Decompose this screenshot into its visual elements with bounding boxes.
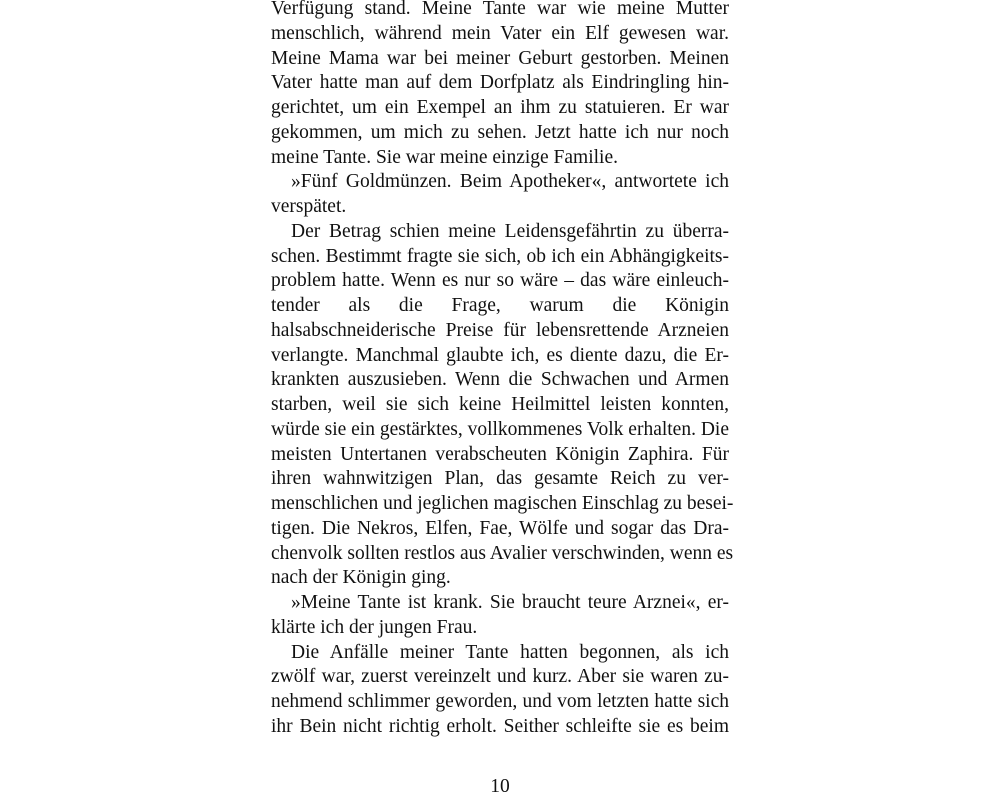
text-line: tigen. Die Nekros, Elfen, Fae, Wölfe und sogar das Dra- <box>271 517 729 539</box>
text-line: »Fünf Goldmünzen. Beim Apotheker«, antwortete ich <box>291 171 729 193</box>
text-line: krankten auszusieben. Wenn die Schwachen und Armen <box>271 369 729 391</box>
text-line: verspätet. <box>271 196 347 217</box>
text-line: »Meine Tante ist krank. Sie braucht teure Arznei«, er- <box>291 592 729 613</box>
text-line: klärte ich der jungen Frau. <box>271 616 478 638</box>
text-line: gekommen, um mich zu sehen. Jetzt hatte ich nur noch <box>271 121 729 143</box>
text-line: menschlichen und jeglichen magischen Einschlag zu besei- <box>271 493 734 514</box>
body-text <box>271 0 734 740</box>
text-line: ihr Bein nicht richtig erholt. Seither schleifte sie es beim <box>271 715 729 737</box>
page-number: 10 <box>490 776 510 797</box>
text-line: nehmend schlimmer geworden, und vom letzten hatte sich <box>271 691 729 712</box>
text-line: Der Betrag schien meine Leidensgefährtin zu überra- <box>291 220 729 242</box>
text-line: meisten Untertanen verabscheuten Königin Zaphira. Für <box>271 443 729 465</box>
text-line: Vater hatte man auf dem Dorfplatz als Eindringling hin- <box>271 72 729 94</box>
text-line: menschlich, während mein Vater ein Elf gewesen war. <box>271 22 729 44</box>
text-line: Die Anfälle meiner Tante hatten begonnen, als ich <box>291 641 729 663</box>
text-line: problem hatte. Wenn es nur so wäre – das wäre einleuch- <box>271 270 729 292</box>
text-line: gerichtet, um ein Exempel an ihm zu statuieren. Er war <box>271 97 729 118</box>
text-line: zwölf war, zuerst vereinzelt und kurz. Aber sie waren zu- <box>271 666 729 688</box>
text-line: schen. Bestimmt fragte sie sich, ob ich ein Abhängigkeits- <box>271 245 729 267</box>
text-line: nach der Königin ging. <box>271 567 451 589</box>
book-page <box>271 0 734 800</box>
text-line: Meine Mama war bei meiner Geburt gestorben. Meinen <box>271 47 729 69</box>
text-line: halsabschneiderische Preise für lebensrettende Arzneien <box>271 319 729 341</box>
text-line: chenvolk sollten restlos aus Avalier verschwinden, wenn es <box>271 542 734 564</box>
text-line: würde sie ein gestärktes, vollkommenes Volk erhalten. Die <box>271 418 729 440</box>
text-line: Verfügung stand. Meine Tante war wie meine Mutter <box>271 0 729 19</box>
text-line: verlangte. Manchmal glaubte ich, es diente dazu, die Er- <box>271 344 729 366</box>
text-line: ihren wahnwitzigen Plan, das gesamte Reich zu ver- <box>271 468 729 490</box>
text-line: starben, weil sie sich keine Heilmittel leisten konnten, <box>271 394 729 415</box>
text-line: meine Tante. Sie war meine einzige Familie. <box>271 146 618 168</box>
text-line: tender als die Frage, warum die Königin <box>271 295 729 316</box>
